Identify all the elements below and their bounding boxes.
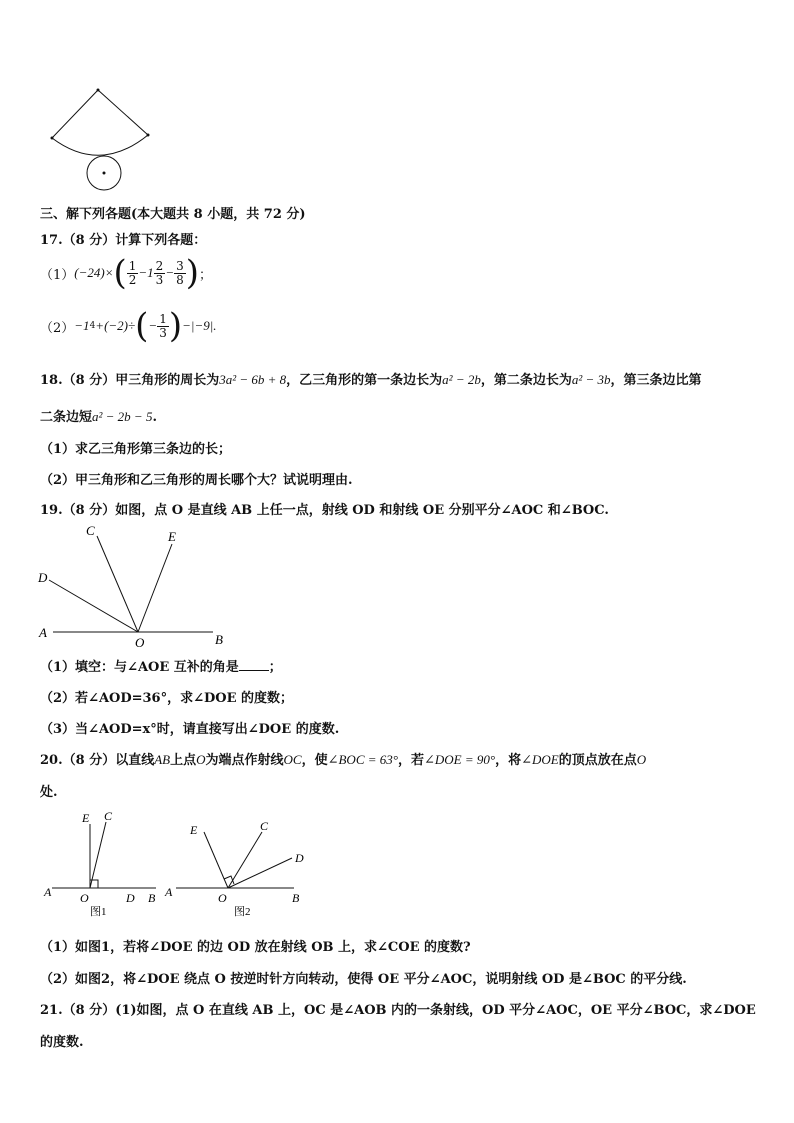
fig2-label-e: E xyxy=(190,823,198,837)
q17-p2-tail: −|−9|. xyxy=(182,318,217,333)
q20-figure2 xyxy=(162,812,312,922)
q18-line1d: ，第三条边比第 xyxy=(610,373,702,388)
q19-answer-blank[interactable] xyxy=(239,658,269,671)
fig1-ray-oc xyxy=(90,822,106,888)
circle-center-dot xyxy=(103,172,106,175)
q19-label-e: E xyxy=(168,529,176,544)
fig1-label-o: O xyxy=(80,891,89,905)
q18-line1 xyxy=(40,369,702,388)
sector-vertex-dot xyxy=(97,89,100,92)
q17-p1-rparen: ) xyxy=(185,253,199,293)
fig2-label-d: D xyxy=(295,851,304,865)
sector-radius-right xyxy=(98,90,148,135)
fig1-label-a: A xyxy=(44,885,52,899)
q20-o: O xyxy=(196,752,206,767)
q20-angle1: ∠BOC = 63° xyxy=(327,752,398,767)
q18-line2a: 二条边短 xyxy=(40,410,93,425)
q18-line1a: 18.（8 分）甲三角形的周长为 xyxy=(40,373,220,388)
q20-line1e: ，若 xyxy=(397,753,424,768)
q19-sub2: （2）若∠AOD=36°，求∠DOE 的度数； xyxy=(40,691,294,706)
q19-label-o: O xyxy=(135,635,145,650)
q20-oc: OC xyxy=(283,752,302,767)
q18-expr3: a² − 3b xyxy=(571,372,611,387)
q20-line1a: 20.（8 分）以直线 xyxy=(40,753,155,768)
sector-end-dot-right xyxy=(147,134,150,137)
fig2-label-c: C xyxy=(260,819,269,833)
q20-o2: O xyxy=(636,752,647,767)
q17-p1-lparen: ( xyxy=(113,253,127,293)
q18-expr1: 3a² − 6b + 8 xyxy=(219,372,287,387)
q17-p1-frac-b xyxy=(154,260,166,287)
q17-p2-mid: +(−2)÷ xyxy=(95,318,136,333)
q18-expr4: a² − 2b − 5 xyxy=(92,409,153,424)
q17-p1-frac-b-num: 2 xyxy=(155,258,164,273)
sector-radius-left xyxy=(52,90,98,138)
q19-ray-od xyxy=(49,580,138,632)
q19-ray-oe xyxy=(138,544,172,632)
q19-sub1a: （1）填空：与∠AOE 互补的角是 xyxy=(40,660,239,675)
q17-p1-lead: (−24)× xyxy=(74,265,114,280)
sector-arc xyxy=(52,135,148,155)
q17-p1-frac-b-den: 3 xyxy=(155,272,164,287)
sector-circle-figure xyxy=(40,82,170,197)
fig1-label-d: D xyxy=(126,891,135,905)
fig2-label-o: O xyxy=(218,891,227,905)
fig2-ray-oe xyxy=(204,832,228,888)
q17-part2 xyxy=(40,306,217,346)
q17-p1-op2: − xyxy=(165,265,175,280)
q17-p1-frac-c-num: 3 xyxy=(176,258,184,273)
fig2-caption: 图2 xyxy=(234,906,251,918)
q17-p1-frac-c xyxy=(174,260,186,287)
q20-line1f: ，将 xyxy=(495,753,522,768)
q20-line1c: 为端点作射线 xyxy=(205,753,284,768)
q17-p1-frac-a-den: 2 xyxy=(128,272,137,287)
q17-p2-frac-num: 1 xyxy=(159,311,167,326)
q17-p2-label: （2） xyxy=(40,320,75,336)
q17-p1-op1: −1 xyxy=(138,265,154,280)
q20-sub2: （2）如图2，将∠DOE 绕点 O 按逆时针方向转动，使得 OE 平分∠AOC，说明射线 OD 是∠BOC 的平分线. xyxy=(40,972,687,987)
q17-p2-frac-den: 3 xyxy=(159,325,167,340)
q20-line1b: 上点 xyxy=(170,753,197,768)
q20-figure1 xyxy=(38,808,168,923)
q18-line2b: . xyxy=(152,410,157,425)
q17-p1-tail: ； xyxy=(199,267,213,283)
fig1-label-b: B xyxy=(148,891,156,905)
q19-sub1b: ； xyxy=(268,660,282,675)
q17-p1-frac-c-den: 8 xyxy=(176,272,184,287)
q20-line1g: 的顶点放在点 xyxy=(558,753,637,768)
q17-p2-frac xyxy=(157,313,169,340)
q20-sub1: （1）如图1，若将∠DOE 的边 OD 放在射线 OB 上，求∠COE 的度数? xyxy=(40,940,471,955)
q20-angle2: ∠DOE = 90° xyxy=(423,752,496,767)
fig1-label-e: E xyxy=(82,811,90,825)
q17-p2-lead: −1 xyxy=(74,318,90,333)
q17-p2-lead-sup: 4 xyxy=(89,321,96,331)
q18-line1c: ，第二条边长为 xyxy=(480,373,572,388)
q18-sub2: （2）甲三角形和乙三角形的周长哪个大？试说明理由. xyxy=(40,473,353,488)
q18-expr2: a² − 2b xyxy=(442,372,481,387)
sector-end-dot-left xyxy=(51,137,54,140)
q17-p2-minus: − xyxy=(148,318,158,333)
q17-part1 xyxy=(40,255,212,291)
section-title: 三、解下列各题(本大题共 8 小题，共 72 分) xyxy=(40,207,306,222)
q17-p1-frac-a xyxy=(127,260,139,287)
q19-sub1 xyxy=(40,656,282,675)
q19-label-a: A xyxy=(39,625,47,640)
q18-line2 xyxy=(40,406,157,425)
q17-p2-rparen: ) xyxy=(168,306,183,346)
fig2-label-a: A xyxy=(165,885,173,899)
fig2-label-b: B xyxy=(292,891,300,905)
q19-label-c: C xyxy=(86,523,95,538)
q20-line1 xyxy=(40,749,646,768)
fig1-caption: 图1 xyxy=(90,906,107,918)
q19-ray-oc xyxy=(97,536,138,632)
q17-p2-lparen: ( xyxy=(135,306,149,346)
q20-line1d: ，使 xyxy=(301,753,328,768)
q21-line2: 的度数. xyxy=(40,1035,84,1050)
q19-sub3: （3）当∠AOD=x°时，请直接写出∠DOE 的度数. xyxy=(40,722,340,737)
q20-angle3: ∠DOE xyxy=(521,752,559,767)
q20-line2: 处. xyxy=(40,785,58,800)
q17-stem: 17.（8 分）计算下列各题： xyxy=(40,233,207,248)
q19-stem: 19.（8 分）如图，点 O 是直线 AB 上任一点，射线 OD 和射线 OE 分别平分∠AOC 和∠BOC. xyxy=(40,503,609,518)
q18-sub1: （1）求乙三角形第三条边的长； xyxy=(40,442,232,457)
q19-figure xyxy=(35,522,235,650)
fig1-label-c: C xyxy=(104,809,113,823)
q21-line1: 21.（8 分）(1)如图，点 O 在直线 AB 上，OC 是∠AOB 内的一条射线，OD 平分∠AOC，OE 平分∠BOC，求∠DOE xyxy=(40,1003,756,1018)
q17-p1-frac-a-num: 1 xyxy=(128,258,137,273)
q18-line1b: ，乙三角形的第一条边长为 xyxy=(286,373,443,388)
q17-p1-label: （1） xyxy=(40,267,75,283)
q20-ab: AB xyxy=(154,752,171,767)
q19-label-d: D xyxy=(38,570,48,585)
q19-label-b: B xyxy=(215,632,223,647)
